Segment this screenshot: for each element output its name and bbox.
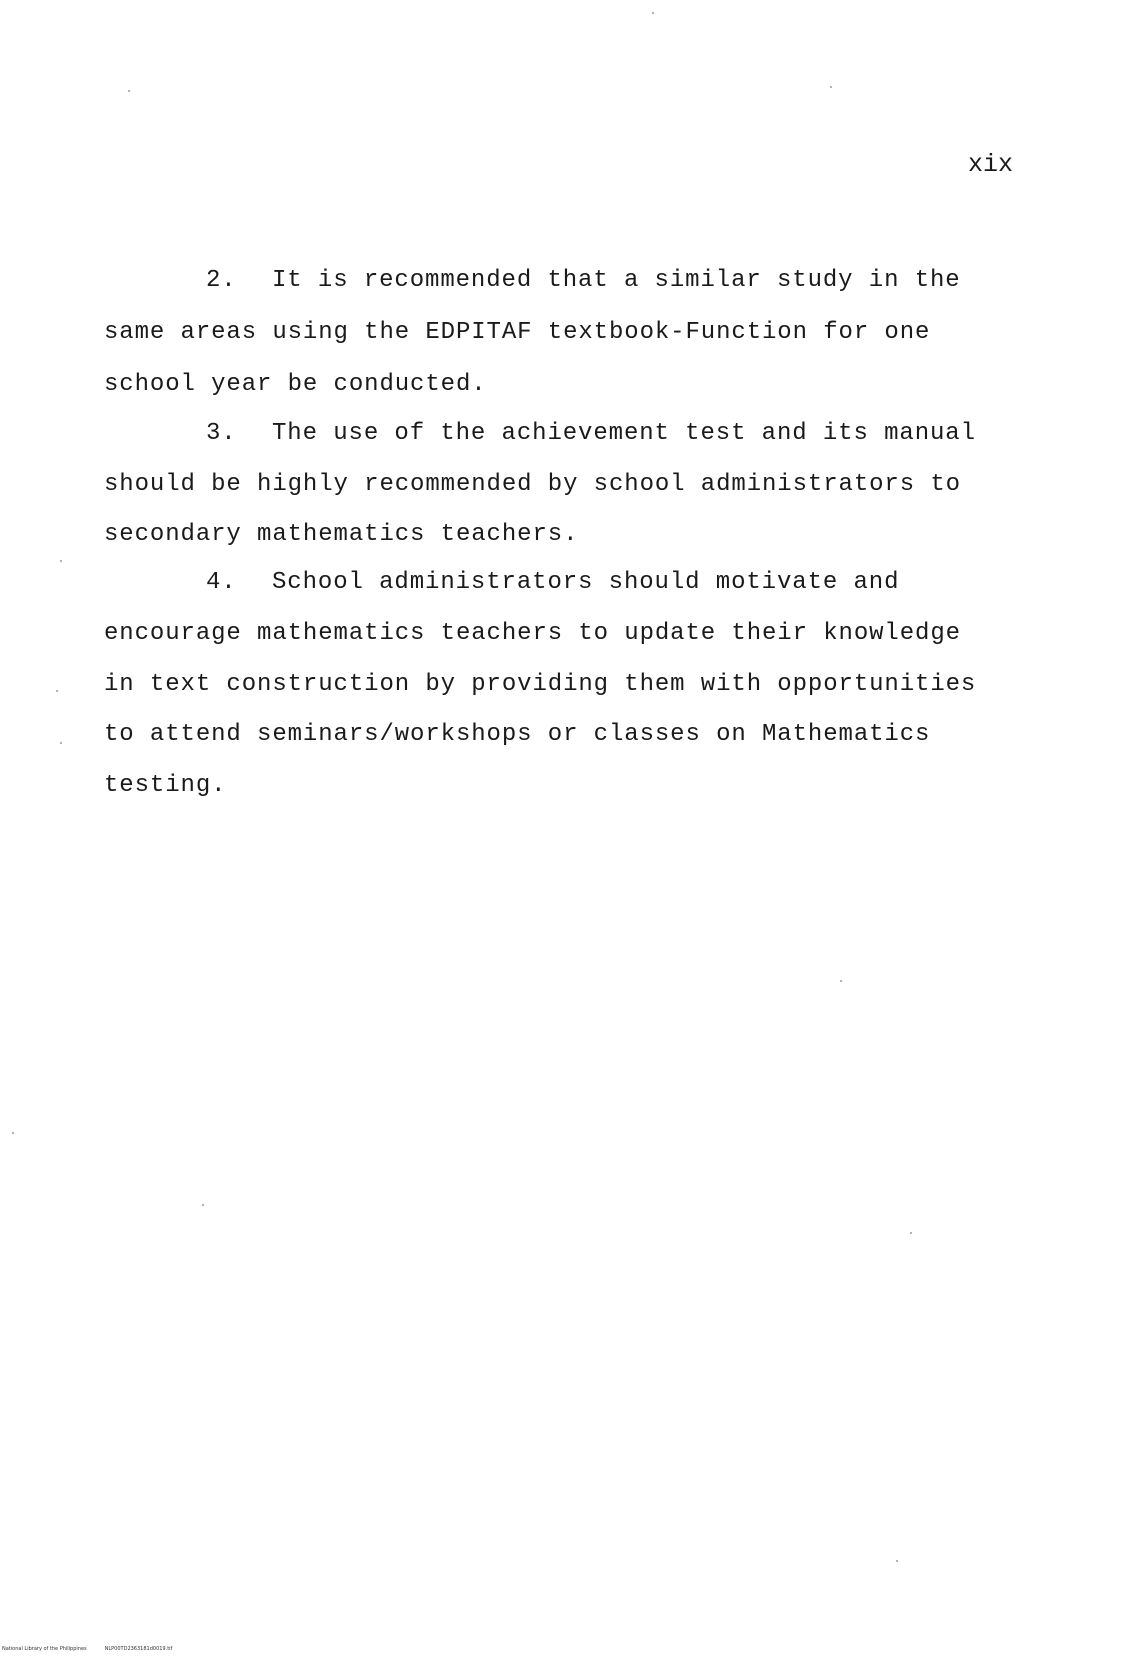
scan-speck xyxy=(910,1232,912,1234)
recommendation-4-line-2: encourage mathematics teachers to update their knowledge xyxy=(104,620,961,647)
recommendation-4-line-3: in text construction by providing them with opportunities xyxy=(104,671,977,698)
scan-speck xyxy=(12,1132,14,1134)
scan-speck xyxy=(896,1560,898,1562)
line-text: The use of the achievement test and its manual xyxy=(272,420,976,447)
footer-file: NLP00TD2363181d0019.tif xyxy=(104,1646,173,1652)
recommendation-3-first-line xyxy=(104,419,976,449)
recommendation-2-line-3: school year be conducted. xyxy=(104,371,487,398)
recommendation-3-line-3: secondary mathematics teachers. xyxy=(104,521,579,548)
item-number: 4. xyxy=(206,569,237,596)
recommendation-4-first-line xyxy=(104,568,899,598)
scan-speck xyxy=(652,12,654,14)
recommendation-4-line-4: to attend seminars/workshops or classes on Mathematics xyxy=(104,721,931,748)
scan-speck xyxy=(202,1204,204,1206)
scan-speck xyxy=(830,86,832,88)
page-number: xix xyxy=(968,150,1014,179)
scan-speck xyxy=(128,90,130,92)
recommendation-4-line-5: testing. xyxy=(104,772,227,799)
line-text: School administrators should motivate and xyxy=(272,569,900,596)
item-number: 2. xyxy=(206,267,237,294)
scan-speck xyxy=(60,560,62,562)
footer-library: National Library of the Philippines xyxy=(2,1646,87,1652)
scan-speck xyxy=(60,742,62,744)
recommendation-3-line-2: should be highly recommended by school administrators to xyxy=(104,471,961,498)
recommendation-2-line-2: same areas using the EDPITAF textbook-Function for one xyxy=(104,319,931,346)
scan-speck xyxy=(840,980,842,982)
scan-speck xyxy=(56,690,58,692)
line-text: It is recommended that a similar study in the xyxy=(272,267,961,294)
scan-footer xyxy=(2,1646,172,1652)
recommendation-2-first-line xyxy=(104,266,961,296)
item-number: 3. xyxy=(206,420,237,447)
